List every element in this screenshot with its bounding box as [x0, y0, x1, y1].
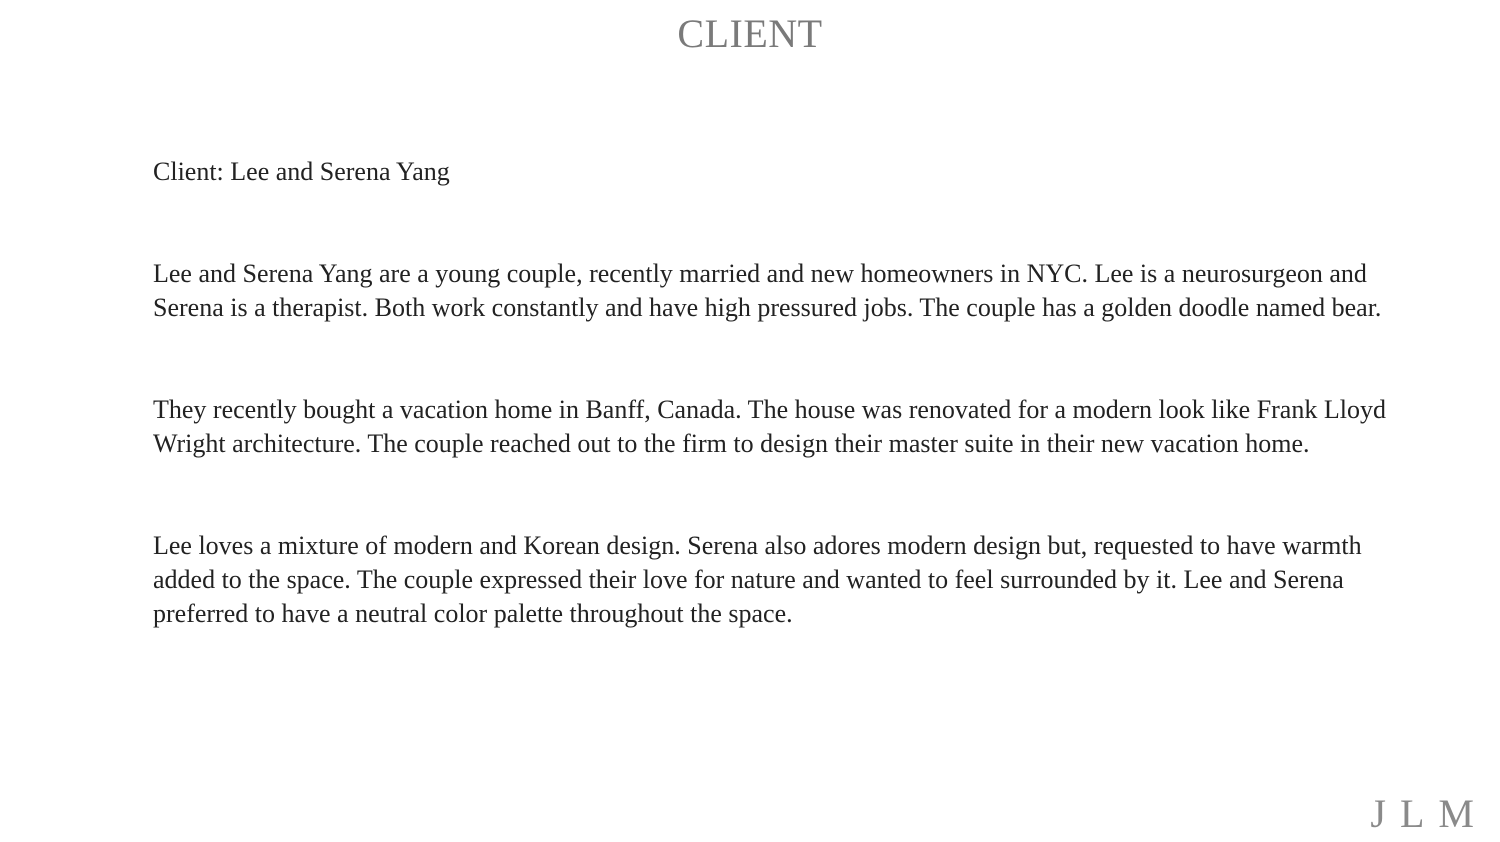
page-title: CLIENT [677, 11, 823, 56]
client-line: Client: Lee and Serena Yang [153, 157, 450, 186]
paragraph-design-preferences: Lee loves a mixture of modern and Korean design. Serena also adores modern design but, requested to have warmth added to the space. The couple expressed their love for nature and wanted to feel surrounded by it. Lee and Serena preferred to have a neutral color palette throughout the space. [153, 531, 1362, 628]
paragraph-about-couple: Lee and Serena Yang are a young couple, recently married and new homeowners in NYC. Lee is a neurosurgeon and Serena is a therapist. Both work constantly and have high pressured jobs. The couple has a golden doodle named bear. [153, 259, 1382, 322]
jlm-logo: JLM [1370, 791, 1488, 836]
main-content [153, 155, 1393, 699]
paragraph-vacation-home: They recently bought a vacation home in Banff, Canada. The house was renovated for a modern look like Frank Lloyd Wright architecture. The couple reached out to the firm to design their master suite in their new vacation home. [153, 395, 1386, 458]
